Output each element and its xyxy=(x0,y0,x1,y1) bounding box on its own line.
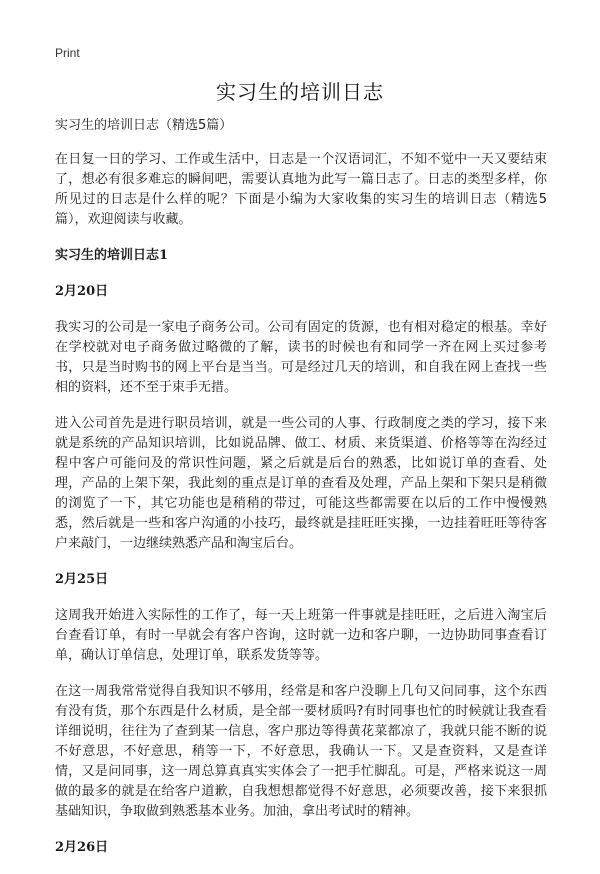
entry-date: 2月20日 xyxy=(55,284,109,299)
print-link[interactable]: Print xyxy=(55,46,80,60)
article-body xyxy=(55,116,547,874)
section-heading: 实习生的培训日志1 xyxy=(55,248,169,263)
entry-paragraph: 进入公司首先是进行职员培训，就是一些公司的人事、行政制度之类的学习，接下来就是系统的产品知识培训，比如说品牌、做工、材质、来货渠道、价格等等在沟经过程中客户可能问及的常识性问题，紧之后就是后台的熟悉，比如说订单的查看、处理，产品的上架下架，我此刻的重点是订单的查看及处理，产品上架和下架只是稍微的浏览了一下，其它功能也是稍稍的带过，可能这些都需要在以后的工作中慢慢熟悉，然后就是一些和客户沟通的小技巧，最终就是挂旺旺实操，一边挂着旺旺等待客户来敲门，一边继续熟悉产品和淘宝后台。 xyxy=(55,416,547,551)
entry-paragraph: 我实习的公司是一家电子商务公司。公司有固定的货源，也有相对稳定的根基。幸好在学校就对电子商务做过略微的了解，读书的时候也有和同学一齐在网上买过参考书，只是当时购书的网上平台是当当。可是经过几天的培训，和自我在网上查找一些相的资料，还不至于束手无措。 xyxy=(55,320,547,395)
entry-paragraph: 这周我开始进入实际性的工作了，每一天上班第一件事就是挂旺旺，之后进入淘宝后台查看订单，有时一早就会有客户咨询，这时就一边和客户聊，一边协助同事查看订单，确认订单信息，处理订单，联系发货等等。 xyxy=(55,608,547,663)
entry-date: 2月26日 xyxy=(55,840,109,855)
article-subtitle: 实习生的培训日志（精选5篇） xyxy=(55,118,233,133)
intro-paragraph: 在日复一日的学习、工作或生活中，日志是一个汉语词汇，不知不觉中一天又要结束了，想必有很多难忘的瞬间吧，需要认真地为此写一篇日志了。日志的类型多样，你所见过的日志是什么样的呢？下面是小编为大家收集的实习生的培训日志（精选5篇），欢迎阅读与收藏。 xyxy=(55,152,547,227)
entry-date: 2月25日 xyxy=(55,572,109,587)
page-title: 实习生的培训日志 xyxy=(216,80,384,104)
entry-paragraph: 在这一周我常常觉得自我知识不够用，经常是和客户没聊上几句又问同事，这个东西有没有货，那个东西是什么材质，是全部一要材质吗?有时同事也忙的时候就让我查看详细说明，往往为了查到某一信息，客户那边等得黄花菜都凉了，我就只能不断的说不好意思，不好意思，稍等一下，不好意思，我确认一下。又是查资料，又是查详情，又是问同事，这一周总算真真实实体会了一把手忙脚乱。可是，严格来说这一周做的最多的就是在给客户道歉，自我想想都觉得不好意思，必须要改善，接下来狠抓基础知识，争取做到熟悉基本业务。加油，拿出考试时的精神。 xyxy=(55,684,547,819)
